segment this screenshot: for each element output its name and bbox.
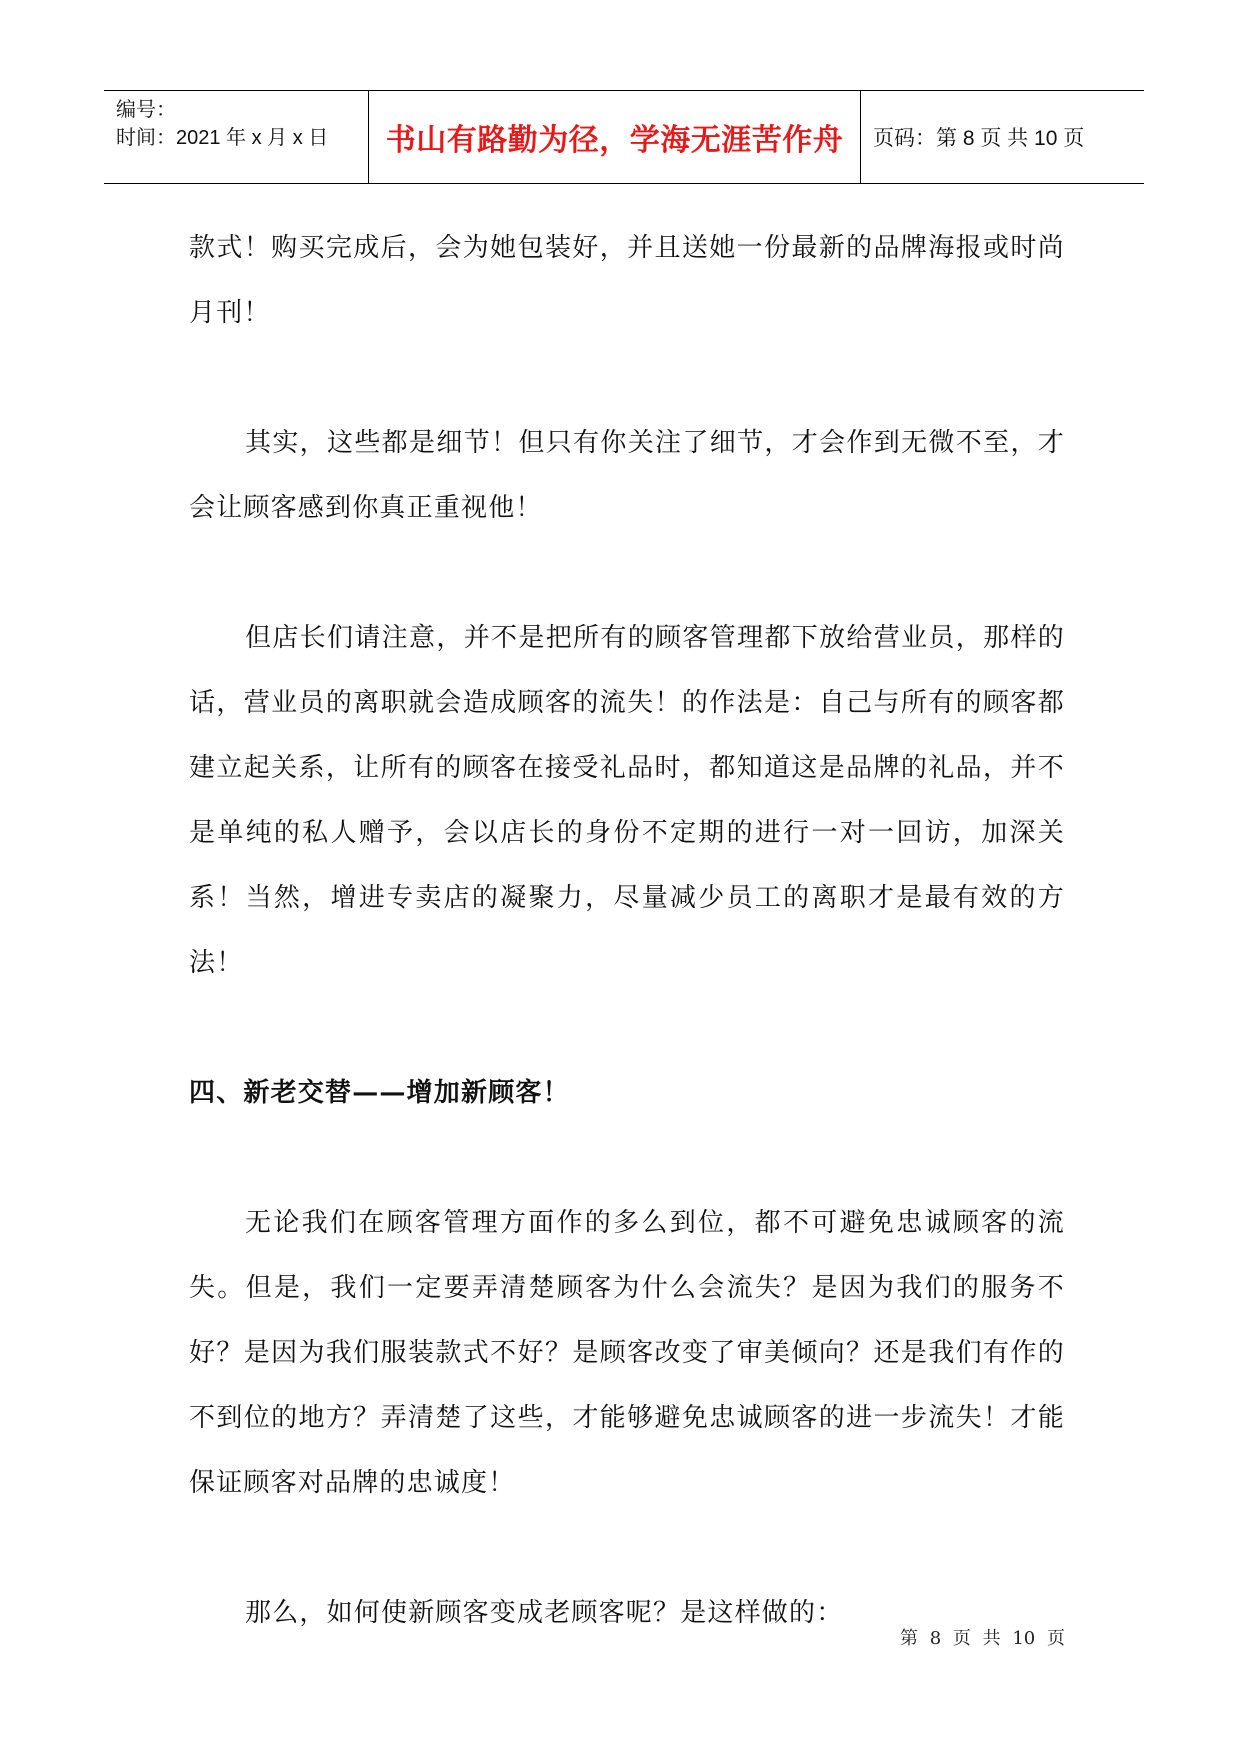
document-number-label: 编号： <box>116 99 176 121</box>
paragraph-4: 无论我们在顾客管理方面作的多么到位，都不可避免忠诚顾客的流失。但是，我们一定要弄清楚顾客为什么会流失？是因为我们的服务不好？是因为我们服装款式不好？是顾客改变了审美倾向？还是我们有作的不到位的地方？弄清楚了这些，才能够避免忠诚顾客的进一步流失！才能保证顾客对品牌的忠诚度！ <box>189 1208 1065 1498</box>
paragraph-1: 款式！购买完成后，会为她包装好，并且送她一份最新的品牌海报或时尚月刊！ <box>189 233 1065 328</box>
document-body <box>189 216 1065 1646</box>
paragraph-gap <box>189 1516 1065 1581</box>
header-page-number: 页码：第 8 页 共 10 页 <box>873 127 1085 150</box>
paragraph-3: 但店长们请注意，并不是把所有的顾客管理都下放给营业员，那样的话，营业员的离职就会造成顾客的流失！的作法是：自己与所有的顾客都建立起关系，让所有的顾客在接受礼品时，都知道这是品牌的礼品，并不是单纯的私人赠予，会以店长的身份不定期的进行一对一回访，加深关系！当然，增进专卖店的凝聚力，尽量减少员工的离职才是最有效的方法！ <box>189 623 1065 978</box>
paragraph-gap <box>189 996 1065 1061</box>
page-header <box>104 90 1144 184</box>
paragraph-5: 那么，如何使新顾客变成老顾客呢？是这样做的： <box>245 1598 844 1628</box>
document-time-label: 时间：2021 年 x 月 x 日 <box>116 127 329 149</box>
section-heading: 四、新老交替——增加新顾客！ <box>189 1078 570 1108</box>
paragraph-2: 其实，这些都是细节！但只有你关注了细节，才会作到无微不至，才会让顾客感到你真正重视他！ <box>189 428 1065 523</box>
header-motto: 书山有路勤为径，学海无涯苦作舟 <box>369 91 861 183</box>
paragraph-gap <box>189 1126 1065 1191</box>
page-footer: 第 8 页 共 10 页 <box>900 1628 1065 1649</box>
paragraph-gap <box>189 346 1065 411</box>
header-meta <box>104 91 369 183</box>
paragraph-gap <box>189 541 1065 606</box>
